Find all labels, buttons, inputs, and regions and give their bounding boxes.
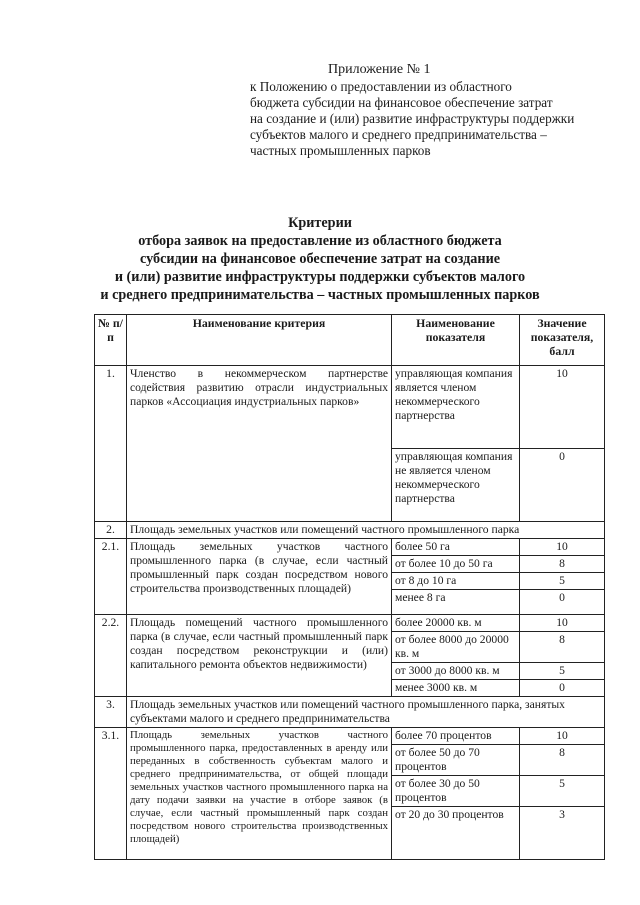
- appendix-line: к Положению о предоставлении из областного: [250, 79, 512, 94]
- appendix-line: субъектов малого и среднего предпринимательства –: [250, 127, 547, 142]
- title-line: и (или) развитие инфраструктуры поддержки субъектов малого: [114, 269, 526, 285]
- criterion-cell: Площадь земельных участков частного промышленного парка, предоставленных в аренду или переданных в собственность субъектам малого и среднего предпринимательства, от общей площади земельных участков частного промышленного парка на дату подачи заявки на участие в отборе заявок (в случае, если частный промышленный парк создан посредством нового строительства производственных площадей): [127, 728, 392, 860]
- value-cell: 10: [520, 539, 605, 556]
- header-indicator: Наименование показателя: [392, 315, 520, 366]
- indicator-cell: более 20000 кв. м: [392, 615, 520, 632]
- row-number: 1.: [95, 366, 127, 522]
- value-cell: 0: [520, 449, 605, 522]
- value-cell: 10: [520, 728, 605, 745]
- value-cell: 10: [520, 615, 605, 632]
- header-num: № п/п: [95, 315, 127, 366]
- title-line: Критерии: [288, 215, 352, 231]
- value-cell: 3: [520, 807, 605, 860]
- value-cell: 8: [520, 632, 605, 663]
- criterion-cell: Площадь помещений частного промышленного парка (в случае, если частный промышленный парк создан посредством реконструкции и (или) капитального ремонта объектов недвижимости): [127, 615, 392, 697]
- title-line: субсидии на финансовое обеспечение затрат на создание: [139, 251, 501, 267]
- criterion-cell: Площадь земельных участков частного промышленного парка (в случае, если частный промышленный парк создан посредством нового строительства производственных площадей): [127, 539, 392, 615]
- indicator-cell: более 70 процентов: [392, 728, 520, 745]
- appendix-line: бюджета субсидии на финансовое обеспечение затрат: [250, 95, 553, 110]
- appendix-line: на создание и (или) развитие инфраструктуры поддержки: [250, 111, 575, 126]
- header-value: Значение показателя, балл: [520, 315, 605, 366]
- appendix-block: [250, 62, 600, 159]
- indicator-cell: менее 8 га: [392, 590, 520, 615]
- value-cell: 5: [520, 573, 605, 590]
- appendix-heading: Приложение № 1: [328, 62, 431, 77]
- value-cell: 0: [520, 680, 605, 697]
- indicator-cell: от более 50 до 70 процентов: [392, 745, 520, 776]
- criteria-table: [94, 314, 605, 860]
- indicator-cell: от 20 до 30 процентов: [392, 807, 520, 860]
- table-row: [95, 366, 605, 449]
- table-row: [95, 539, 605, 556]
- indicator-cell: от 8 до 10 га: [392, 573, 520, 590]
- row-number: 2.1.: [95, 539, 127, 615]
- header-criterion: Наименование критерия: [127, 315, 392, 366]
- section-cell: Площадь земельных участков или помещений частного промышленного парка: [127, 522, 605, 539]
- document-title: [60, 214, 580, 304]
- value-cell: 10: [520, 366, 605, 449]
- indicator-cell: управляющая компания является членом некоммерческого партнерства: [392, 366, 520, 449]
- indicator-cell: управляющая компания не является членом некоммерческого партнерства: [392, 449, 520, 522]
- table-row: [95, 697, 605, 728]
- table-header-row: [95, 315, 605, 366]
- title-line: отбора заявок на предоставление из областного бюджета: [138, 233, 502, 249]
- indicator-cell: от более 30 до 50 процентов: [392, 776, 520, 807]
- table-row: [95, 522, 605, 539]
- indicator-cell: менее 3000 кв. м: [392, 680, 520, 697]
- table-row: [95, 728, 605, 745]
- appendix-line: частных промышленных парков: [250, 143, 431, 158]
- table-row: [95, 615, 605, 632]
- row-number: 2.: [95, 522, 127, 539]
- indicator-cell: от 3000 до 8000 кв. м: [392, 663, 520, 680]
- row-number: 3.1.: [95, 728, 127, 860]
- title-line: и среднего предпринимательства – частных промышленных парков: [100, 287, 540, 303]
- criterion-cell: Членство в некоммерческом партнерстве содействия развитию отрасли индустриальных парков «Ассоциация индустриальных парков»: [127, 366, 392, 522]
- row-number: 3.: [95, 697, 127, 728]
- value-cell: 0: [520, 590, 605, 615]
- value-cell: 5: [520, 663, 605, 680]
- value-cell: 5: [520, 776, 605, 807]
- row-number: 2.2.: [95, 615, 127, 697]
- indicator-cell: от более 10 до 50 га: [392, 556, 520, 573]
- value-cell: 8: [520, 556, 605, 573]
- section-cell: Площадь земельных участков или помещений частного промышленного парка, занятых субъектами малого и среднего предпринимательства: [127, 697, 605, 728]
- indicator-cell: от более 8000 до 20000 кв. м: [392, 632, 520, 663]
- value-cell: 8: [520, 745, 605, 776]
- indicator-cell: более 50 га: [392, 539, 520, 556]
